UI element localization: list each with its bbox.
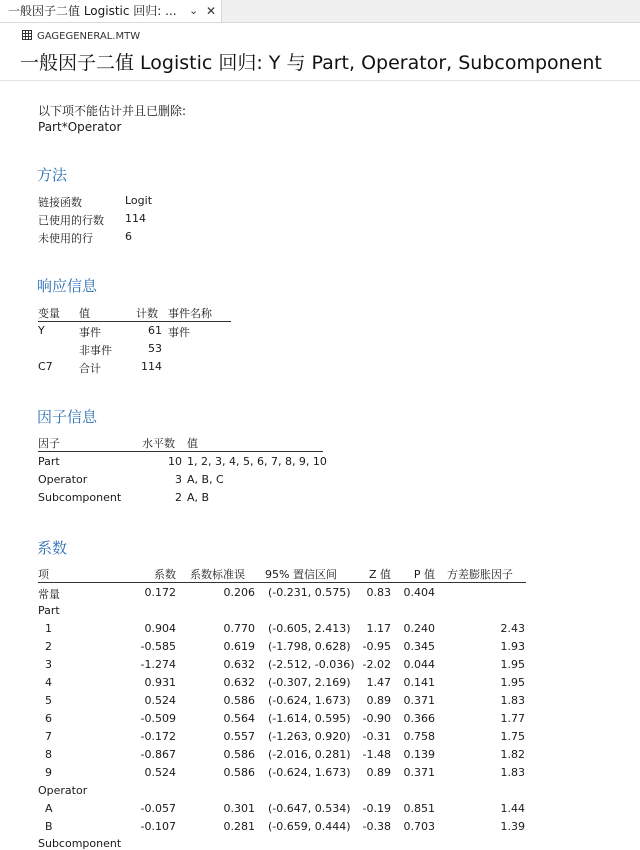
tab-bar: [0, 0, 640, 23]
method-value: Logit: [125, 194, 153, 207]
factor-values: A, B, C: [187, 473, 224, 486]
factor-name: Subcomponent: [38, 491, 122, 504]
coef-p: 0.758: [403, 730, 435, 743]
coef-value: 0.904: [144, 622, 176, 635]
coef-term: 7: [45, 730, 52, 743]
factor-levels: 2: [175, 491, 182, 504]
coef-z: 1.17: [366, 622, 391, 635]
coef-vif: 1.77: [500, 712, 525, 725]
coef-p: 0.366: [403, 712, 435, 725]
coef-term: 3: [45, 658, 52, 671]
response-header-event: 事件名称: [168, 307, 212, 320]
coef-se: 0.770: [223, 622, 255, 635]
response-header-var: 变量: [38, 307, 60, 320]
coef-ci: (-0.624, 1.673): [268, 694, 351, 707]
coef-value: -1.274: [140, 658, 176, 671]
method-value: 114: [125, 212, 146, 225]
coef-ci: (-1.263, 0.920): [268, 730, 351, 743]
coef-header-vif: 方差膨胀因子: [447, 568, 513, 581]
coef-value: 0.172: [144, 586, 176, 599]
coef-p: 0.371: [403, 694, 435, 707]
coef-header-coef: 系数: [154, 568, 176, 581]
factor-levels: 3: [175, 473, 182, 486]
coef-term: B: [45, 820, 53, 833]
tab-logistic-output[interactable]: [0, 0, 222, 22]
coef-value: -0.585: [140, 640, 176, 653]
coef-value: -0.867: [140, 748, 176, 761]
coef-value: -0.172: [140, 730, 176, 743]
coef-group-label: Operator: [38, 784, 88, 797]
coef-z: 0.89: [366, 694, 391, 707]
coef-value: -0.509: [140, 712, 176, 725]
coef-term: 2: [45, 640, 52, 653]
response-count: 114: [141, 360, 162, 373]
coef-p: 0.345: [403, 640, 435, 653]
method-label: 未使用的行: [38, 232, 93, 245]
worksheet-label: [22, 30, 140, 42]
coef-ci: (-0.647, 0.534): [268, 802, 351, 815]
coef-ci: (-0.231, 0.575): [268, 586, 351, 599]
coef-term: 9: [45, 766, 52, 779]
response-header-rule: [38, 321, 231, 322]
response-header-count: 计数: [136, 307, 158, 320]
coef-term: 5: [45, 694, 52, 707]
coef-z: -0.95: [362, 640, 391, 653]
response-val: 合计: [79, 362, 101, 375]
coef-z: -0.31: [362, 730, 391, 743]
coef-p: 0.141: [403, 676, 435, 689]
coef-ci: (-0.659, 0.444): [268, 820, 351, 833]
coef-p: 0.851: [403, 802, 435, 815]
coef-p: 0.139: [403, 748, 435, 761]
coef-p: 0.371: [403, 766, 435, 779]
coef-header-ci: 95% 置信区间: [265, 568, 337, 581]
coef-ci: (-2.512, -0.036): [268, 658, 355, 671]
coef-z: -1.48: [362, 748, 391, 761]
coef-heading: 系数: [37, 539, 68, 557]
coef-vif: 1.83: [500, 766, 525, 779]
coef-term: A: [45, 802, 53, 815]
method-heading: 方法: [37, 166, 68, 184]
coef-z: 1.47: [366, 676, 391, 689]
response-count: 53: [148, 342, 162, 355]
coef-se: 0.586: [223, 748, 255, 761]
coef-value: 0.931: [144, 676, 176, 689]
coef-p: 0.044: [403, 658, 435, 671]
method-label: 已使用的行数: [38, 214, 104, 227]
note-line-1: 以下项不能估计并且已删除:: [38, 104, 187, 118]
response-event: 事件: [168, 326, 190, 339]
coef-ci: (-0.605, 2.413): [268, 622, 351, 635]
coef-se: 0.632: [223, 658, 255, 671]
coef-header-term: 项: [38, 568, 49, 581]
coef-term: 常量: [38, 588, 60, 601]
coef-value: -0.107: [140, 820, 176, 833]
factors-header-levels: 水平数: [142, 437, 175, 450]
coef-term: 4: [45, 676, 52, 689]
coef-se: 0.564: [223, 712, 255, 725]
coef-vif: 2.43: [500, 622, 525, 635]
coef-header-se: 系数标准误: [190, 568, 245, 581]
coef-value: 0.524: [144, 694, 176, 707]
coef-se: 0.586: [223, 766, 255, 779]
coef-term: 1: [45, 622, 52, 635]
coef-se: 0.632: [223, 676, 255, 689]
coef-header-z: Z 值: [368, 568, 391, 581]
tab-title: 一般因子二值 Logistic 回归: ...: [8, 4, 177, 18]
worksheet-grid-icon: [22, 30, 32, 40]
factors-header-values: 值: [187, 437, 198, 450]
coef-ci: (-1.798, 0.628): [268, 640, 351, 653]
factor-name: Part: [38, 455, 60, 468]
coef-ci: (-0.307, 2.169): [268, 676, 351, 689]
coef-se: 0.586: [223, 694, 255, 707]
method-value: 6: [125, 230, 132, 243]
chevron-down-icon[interactable]: ⌄: [189, 4, 199, 17]
coef-vif: 1.93: [500, 640, 525, 653]
response-val: 事件: [79, 326, 101, 339]
response-header-val: 值: [79, 307, 90, 320]
coef-ci: (-0.624, 1.673): [268, 766, 351, 779]
coef-se: 0.206: [223, 586, 255, 599]
coef-group-label: Subcomponent: [38, 837, 122, 850]
factor-values: 1, 2, 3, 4, 5, 6, 7, 8, 9, 10: [187, 455, 327, 468]
response-count: 61: [148, 324, 162, 337]
close-icon[interactable]: ✕: [206, 4, 217, 18]
factors-heading: 因子信息: [37, 408, 98, 426]
coef-vif: 1.83: [500, 694, 525, 707]
coef-z: 0.83: [366, 586, 391, 599]
coef-term: 6: [45, 712, 52, 725]
title-divider: [0, 80, 640, 81]
factor-values: A, B: [187, 491, 210, 504]
factor-levels: 10: [168, 455, 182, 468]
page-title: 一般因子二值 Logistic 回归: Y 与 Part, Operator, Subcomponent: [20, 52, 602, 74]
coef-z: -0.90: [362, 712, 391, 725]
factors-header-factor: 因子: [38, 437, 60, 450]
coef-term: 8: [45, 748, 52, 761]
coef-vif: 1.95: [500, 658, 525, 671]
coef-se: 0.301: [223, 802, 255, 815]
response-val: 非事件: [79, 344, 112, 357]
coef-p: 0.404: [403, 586, 435, 599]
coef-header-p: P 值: [413, 568, 435, 581]
coef-z: -0.38: [362, 820, 391, 833]
coef-vif: 1.82: [500, 748, 525, 761]
coef-vif: 1.39: [500, 820, 525, 833]
coef-z: -2.02: [362, 658, 391, 671]
coef-z: 0.89: [366, 766, 391, 779]
coef-vif: 1.75: [500, 730, 525, 743]
factor-name: Operator: [38, 473, 88, 486]
coef-se: 0.619: [223, 640, 255, 653]
coef-se: 0.281: [223, 820, 255, 833]
coef-value: 0.524: [144, 766, 176, 779]
coef-p: 0.703: [403, 820, 435, 833]
note-line-2: Part*Operator: [38, 120, 122, 134]
response-var: Y: [38, 324, 45, 337]
coef-ci: (-2.016, 0.281): [268, 748, 351, 761]
coef-header-rule: [38, 582, 526, 583]
response-var: C7: [38, 360, 53, 373]
coef-se: 0.557: [223, 730, 255, 743]
coef-z: -0.19: [362, 802, 391, 815]
coef-vif: 1.44: [500, 802, 525, 815]
coef-group-label: Part: [38, 604, 60, 617]
worksheet-name: GAGEGENERAL.MTW: [37, 31, 141, 42]
coef-p: 0.240: [403, 622, 435, 635]
coef-ci: (-1.614, 0.595): [268, 712, 351, 725]
coef-value: -0.057: [140, 802, 176, 815]
method-label: 链接函数: [38, 196, 82, 209]
factors-header-rule: [38, 451, 323, 452]
coef-vif: 1.95: [500, 676, 525, 689]
response-heading: 响应信息: [37, 277, 98, 295]
